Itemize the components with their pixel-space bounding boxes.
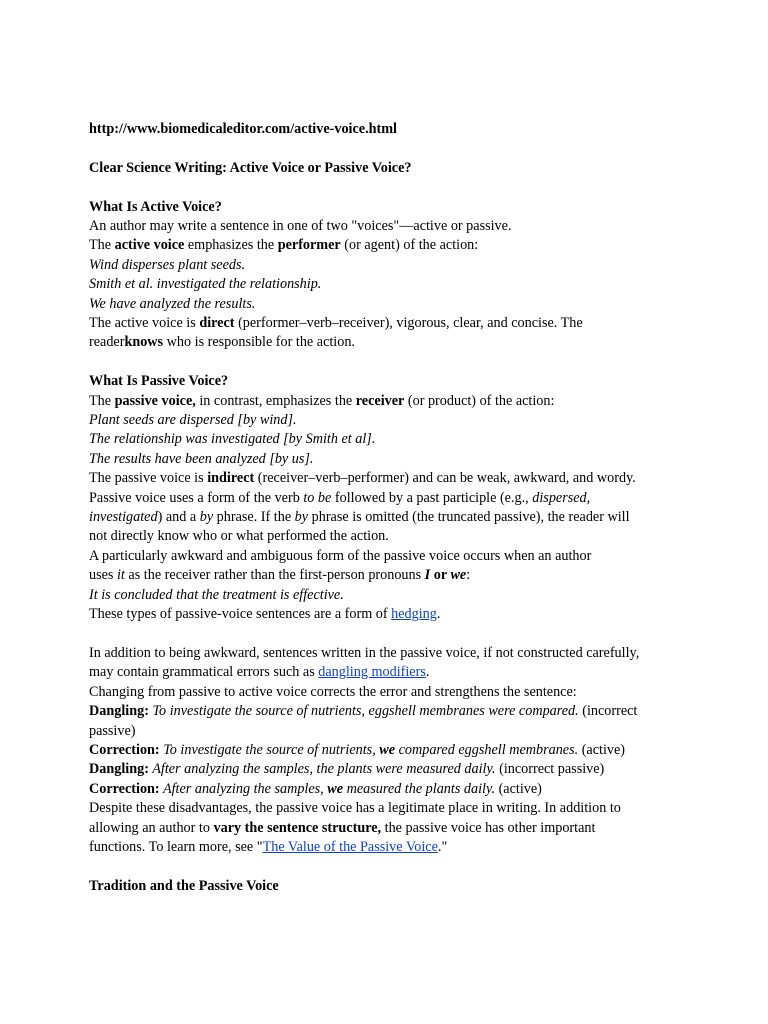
active-example: Smith et al. investigated the relationship. [89,276,322,293]
dangling-modifiers-link[interactable]: dangling modifiers [318,664,426,681]
changing-sentence: Changing from passive to active voice corrects the error and strengthens the sentence: [89,683,577,700]
passive-voice-form: investigated) and a by phrase. If the by phrase is omitted (the truncated passive), the reader will [89,509,630,526]
hedging-link[interactable]: hedging [391,606,437,623]
passive-voice-emphasis: The passive voice, in contrast, emphasizes the receiver (or product) of the action: [89,392,555,409]
passive-voice-awkward: uses it as the receiver rather than the first-person pronouns I or we: [89,567,471,584]
value-of-passive-voice-link[interactable]: The Value of the Passive Voice [262,838,438,855]
despite-paragraph: functions. To learn more, see "The Value of the Passive Voice." [89,838,448,855]
active-example: Wind disperses plant seeds. [89,256,246,273]
passive-example: The relationship was investigated [by Smith et al]. [89,431,376,448]
passive-example: The results have been analyzed [by us]. [89,450,314,467]
active-voice-reader: readerknows who is responsible for the action. [89,334,355,351]
active-example: We have analyzed the results. [89,295,256,312]
spacer [89,178,689,197]
dangling-example: Dangling: To investigate the source of nutrients, eggshell membranes were compared. (incorrect [89,703,638,720]
passive-voice-form: Passive voice uses a form of the verb to be followed by a past participle (e.g., dispersed, [89,489,591,506]
correction-example: Correction: After analyzing the samples, we measured the plants daily. (active) [89,780,542,797]
hedging-sentence: These types of passive-voice sentences are a form of hedging. [89,606,441,623]
correction-example: Correction: To investigate the source of nutrients, we compared eggshell membranes. (active) [89,741,626,758]
passive-voice-indirect: The passive voice is indirect (receiver–verb–performer) and can be weak, awkward, and wordy. [89,470,636,487]
dangling-example: Dangling: After analyzing the samples, the plants were measured daily. (incorrect passive) [89,761,605,778]
source-url: http://www.biomedicaleditor.com/active-voice.html [89,121,398,137]
despite-paragraph: allowing an author to vary the sentence structure, the passive voice has other important [89,819,596,836]
active-voice-emphasis: The active voice emphasizes the performer (or agent) of the action: [89,237,479,254]
active-voice-direct: The active voice is direct (performer–verb–receiver), vigorous, clear, and concise. The [89,315,583,332]
passive-voice-form: not directly know who or what performed the action. [89,528,389,545]
document-title: Clear Science Writing: Active Voice or Passive Voice? [89,159,412,176]
passive-voice-heading: What Is Passive Voice? [89,373,229,390]
despite-paragraph: Despite these disadvantages, the passive voice has a legitimate place in writing. In addition to [89,800,621,817]
spacer [89,625,689,644]
passive-example: It is concluded that the treatment is effective. [89,586,344,603]
passive-example: Plant seeds are dispersed [by wind]. [89,412,297,429]
spacer [89,857,689,876]
active-voice-heading: What Is Active Voice? [89,198,222,215]
dangling-example-note: passive) [89,722,136,739]
tradition-heading: Tradition and the Passive Voice [89,877,279,894]
errors-intro: In addition to being awkward, sentences written in the passive voice, if not constructed carefully, [89,644,640,661]
active-voice-intro: An author may write a sentence in one of two "voices"—active or passive. [89,218,512,234]
errors-intro: may contain grammatical errors such as dangling modifiers. [89,664,430,681]
spacer [89,353,689,372]
document-page [89,120,689,896]
spacer [89,139,689,158]
passive-voice-awkward: A particularly awkward and ambiguous form of the passive voice occurs when an author [89,547,592,564]
